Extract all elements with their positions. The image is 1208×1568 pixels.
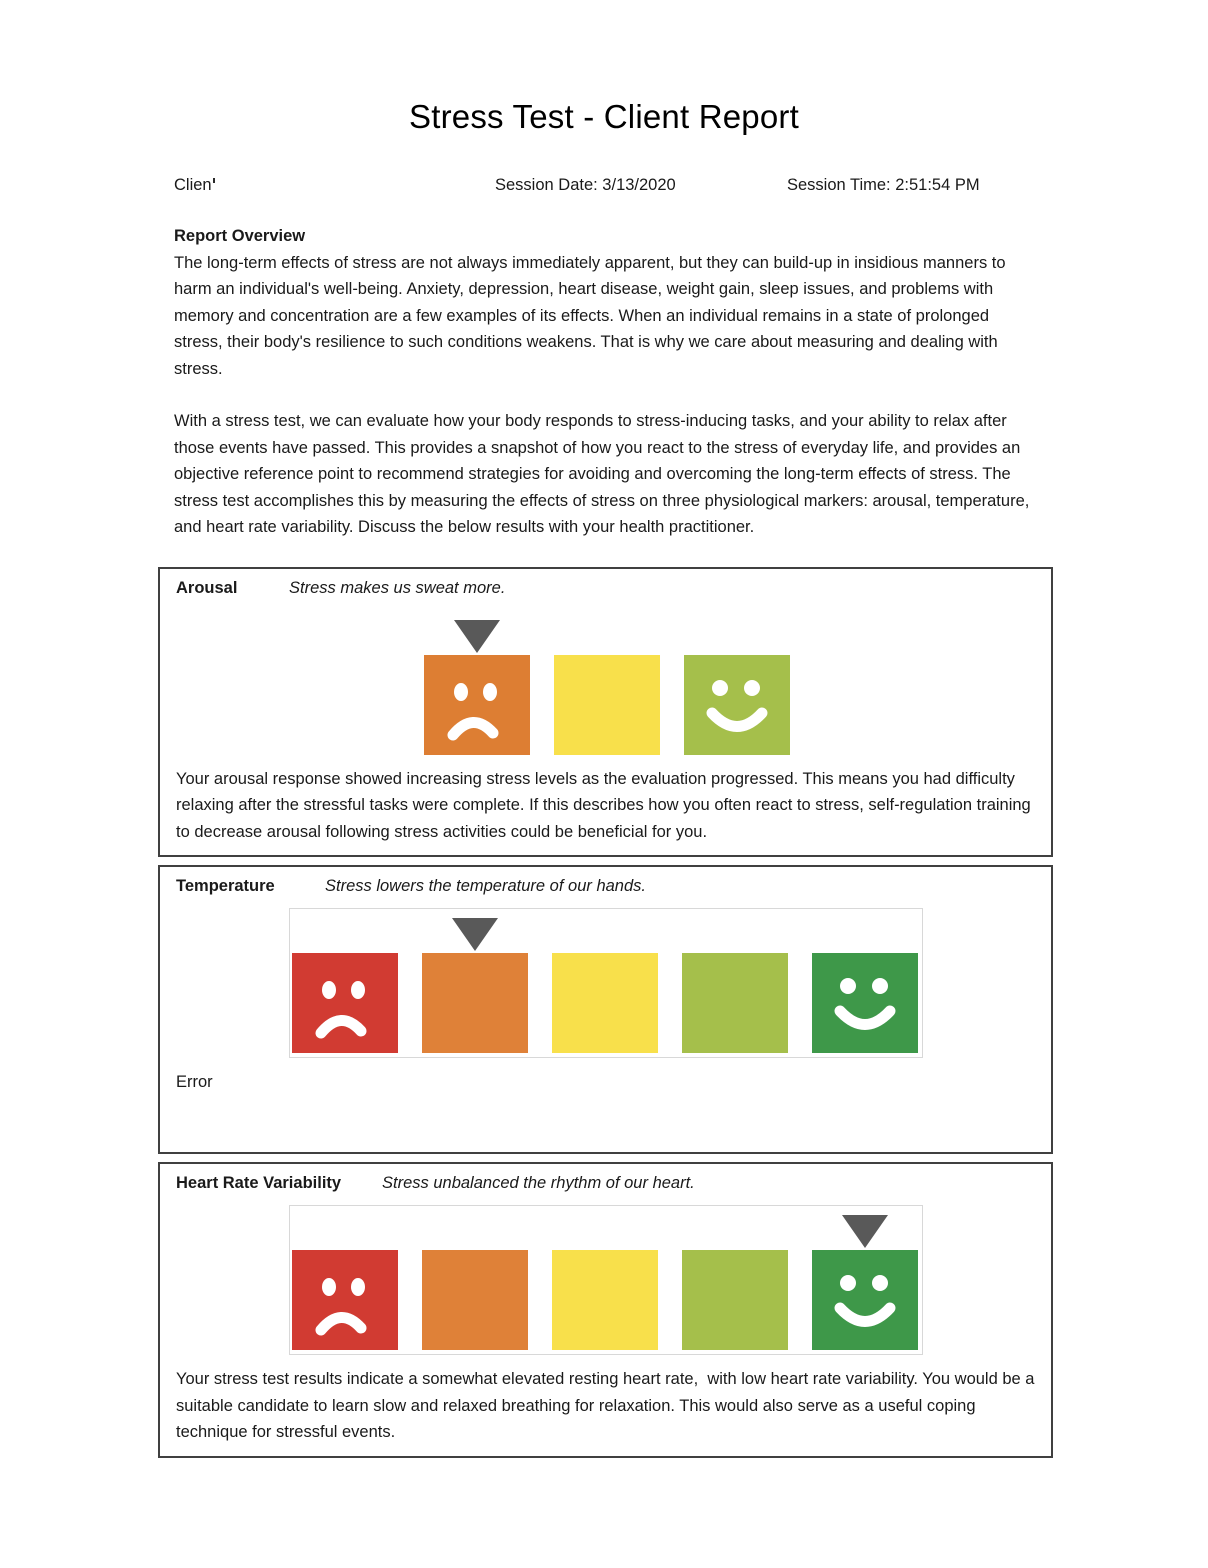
selection-arrow-icon [842, 1215, 888, 1248]
temperature-scale-frame [289, 908, 923, 1058]
overview-paragraph-2: With a stress test, we can evaluate how your body responds to stress-inducing tasks, and your ability to relax after those events have passed. This provides a snapshot of how you react to the stress of everyday life, and provides an objective reference point to recommend strategies for avoiding and overcoming the long-term effects of stress. The stress test accomplishes this by measuring the effects of stress on three physiological markers: arousal, temperature, and heart rate variability. Discuss the below results with your health practitioner. [174, 412, 1030, 536]
arousal-subtitle: Stress makes us sweat more. [289, 578, 506, 597]
temperature-arrow-zone [292, 909, 918, 953]
temperature-header [176, 877, 1035, 903]
session-info-row [174, 176, 1034, 195]
arousal-scale-row [424, 655, 790, 755]
scale-square-blank [422, 1250, 528, 1350]
hrv-header [176, 1174, 1035, 1200]
temperature-label: Temperature [176, 877, 275, 895]
selection-arrow-icon [452, 918, 498, 951]
scale-square-blank [552, 1250, 658, 1350]
hrv-description: Your stress test results indicate a somewhat elevated resting heart rate, with low heart rate variability. You would be a suitable candidate to learn slow and relaxed breathing for relaxation. This would also serve as a useful coping technique for stressful events. [176, 1370, 1040, 1441]
hrv-scale-frame [289, 1205, 923, 1355]
arousal-section [158, 567, 1053, 858]
overview-paragraph-1: The long-term effects of stress are not always immediately apparent, but they can build-up in insidious manners to harm an individual's well-being. Anxiety, depression, heart disease, weight gain, sleep issues, and problems with memory and concentration are a few examples of its effects. When an individual remains in a state of prolonged stress, their body's resilience to such conditions weakens. That is why we care about measuring and dealing with stress. [174, 253, 1006, 378]
overview-heading: Report Overview [174, 227, 306, 245]
selection-arrow-icon [454, 620, 500, 653]
scale-square-smile-face-icon [812, 1250, 918, 1350]
scale-square-smile-face-icon [812, 953, 918, 1053]
scale-square-sad-face-icon [292, 1250, 398, 1350]
arousal-description: Your arousal response showed increasing stress levels as the evaluation progressed. This means you had difficulty relaxing after the stressful tasks were complete. If this describes how you often react to stress, self-regulation training to decrease arousal following stress activities could be beneficial for you. [176, 769, 1036, 841]
scale-square-blank [552, 953, 658, 1053]
scale-square-blank [554, 655, 660, 755]
temperature-subtitle: Stress lowers the temperature of our hands. [325, 877, 646, 895]
temperature-scale [292, 909, 918, 1053]
page-title: Stress Test - Client Report [409, 98, 799, 135]
hrv-subtitle: Stress unbalanced the rhythm of our heart. [382, 1174, 695, 1192]
client-label [174, 176, 495, 195]
arousal-arrow-zone [424, 619, 790, 655]
hrv-scale [292, 1206, 918, 1350]
arousal-label: Arousal [176, 578, 238, 597]
arousal-header [176, 579, 1035, 605]
client-name-remnant [213, 178, 215, 183]
report-overview [174, 223, 1034, 541]
session-date: Session Date: 3/13/2020 [495, 176, 676, 194]
hrv-arrow-zone [292, 1206, 918, 1250]
scale-square-sad-face-icon [424, 655, 530, 755]
session-time: Session Time: 2:51:54 PM [787, 176, 980, 194]
temperature-section [158, 865, 1053, 1154]
arousal-scale [424, 619, 790, 755]
hrv-label: Heart Rate Variability [176, 1174, 342, 1192]
hrv-section [158, 1162, 1053, 1458]
temperature-scale-row [292, 953, 918, 1053]
client-label-text: Clien [174, 176, 212, 194]
scale-square-sad-face-icon [292, 953, 398, 1053]
scale-square-blank [682, 953, 788, 1053]
scale-square-blank [682, 1250, 788, 1350]
temperature-error-text: Error [176, 1073, 213, 1091]
scale-square-smile-face-icon [684, 655, 790, 755]
hrv-scale-row [292, 1250, 918, 1350]
scale-square-blank [422, 953, 528, 1053]
